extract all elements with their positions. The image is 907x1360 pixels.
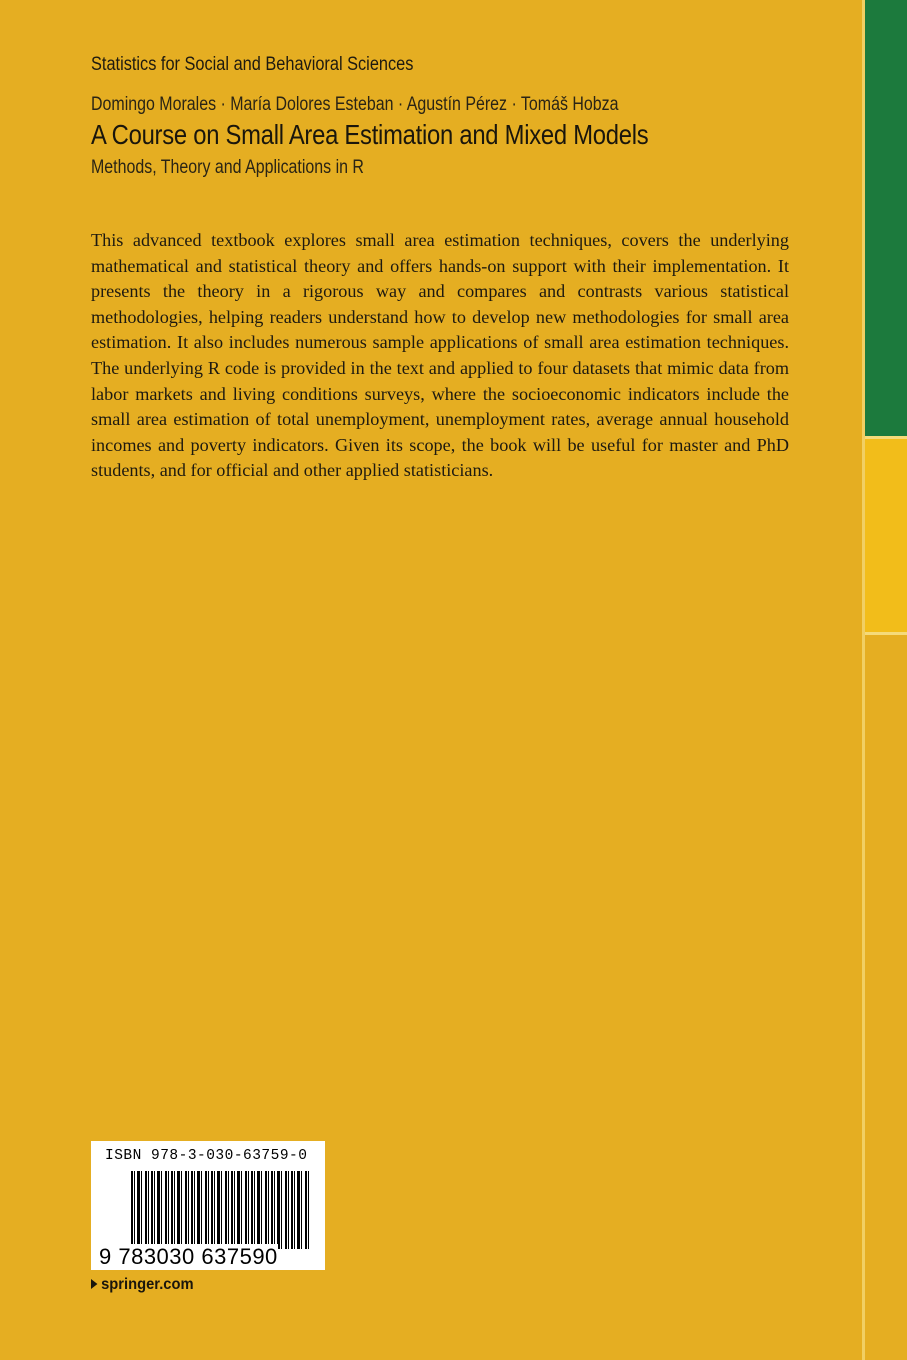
blurb-text: This advanced textbook explores small area estimation techniques, covers the underlying mathematical and statistical theory and offers hands-on support with their implementation. It presents the theory in a rigorous way and compares and contrasts various statistical methodologies, helping readers understand how to develop new methodologies for small area estimation. It also includes numerous sample applications of small area estimation techniques. The underlying R code is provided in the text and applied to four datasets that mimic data from labor markets and living conditions surveys, where the socioeconomic indicators include the small area estimation of total unemployment, unemployment rates, average annual household incomes and poverty indicators. Given its scope, the book will be useful for master and PhD students, and for official and other applied statisticians.	[91, 230, 789, 481]
isbn-label: ISBN 978-3-030-63759-0	[105, 1148, 308, 1164]
book-subtitle: Methods, Theory and Applications in R	[91, 157, 364, 178]
spine-yellow-band	[865, 439, 907, 632]
book-title: A Course on Small Area Estimation and Mixed Models	[91, 119, 649, 150]
publisher-url: springer.com	[101, 1276, 194, 1293]
play-arrow-icon	[91, 1279, 97, 1289]
spine-green-band	[865, 0, 907, 436]
barcode-digits: 9 783030 637590	[99, 1244, 278, 1269]
series-title: Statistics for Social and Behavioral Sciences	[91, 54, 414, 75]
authors-line: Domingo Morales · María Dolores Esteban · Agustín Pérez · Tomáš Hobza	[91, 94, 619, 115]
isbn-barcode	[91, 1141, 325, 1270]
spine-lower-band	[865, 635, 907, 1360]
publisher-link[interactable]	[91, 1276, 194, 1294]
barcode-bars	[131, 1171, 311, 1249]
